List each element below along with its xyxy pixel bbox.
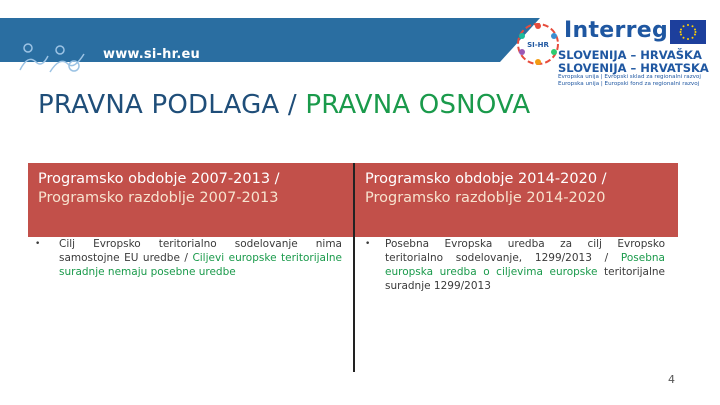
people-figures-icon [14, 40, 94, 78]
cell-text-slovenian: Posebna Evropska uredba za cilj Evropsko teritorialno sodelovanje, 1299/2013 / [385, 238, 665, 264]
banner-strip [0, 18, 500, 62]
header-banner [0, 0, 720, 92]
interreg-logo [508, 16, 716, 88]
interreg-brand: Interreg [564, 18, 669, 43]
cell-text-slovenian: Cilj Evropsko teritorialno sodelovanje nima samostojne EU uredbe / [59, 238, 342, 264]
header-period-2007-2013 [28, 163, 353, 237]
page-number: 4 [668, 373, 675, 386]
cell-text-tail: teritorijalne suradnje 1299/2013 [385, 266, 665, 292]
fund-croatian: Europska unija | Europski fond za regionalni razvoj [558, 81, 700, 87]
header-line-croatian: Programsko razdoblje 2007-2013 [38, 190, 279, 206]
header-line-slovenian: Programsko obdobje 2007-2013 / [38, 171, 280, 187]
header-line-croatian: Programsko razdoblje 2014-2020 [365, 190, 606, 206]
cell-2014-2020 [385, 237, 665, 293]
website-url[interactable]: www.si-hr.eu [103, 47, 200, 62]
fund-slovenian: Evropska unija | Evropski sklad za regionalni razvoj [558, 74, 701, 80]
countries-slovenian: SLOVENIJA – HRVAŠKA [558, 48, 702, 62]
si-hr-badge-text: SI-HR [527, 41, 549, 49]
cell-text-croatian: Ciljevi europske teritorijalne suradnje nemaju posebne uredbe [59, 252, 342, 278]
cell-text-croatian: Posebna europska uredba o ciljevima europske [385, 252, 665, 278]
title-croatian: PRAVNA OSNOVA [305, 90, 531, 120]
comparison-table [28, 163, 678, 372]
page-title [38, 90, 530, 120]
si-hr-circle-icon [514, 20, 562, 68]
cell-2007-2013 [59, 237, 342, 279]
bullet-icon: • [35, 239, 41, 249]
header-period-2014-2020 [355, 163, 678, 237]
eu-flag-icon [670, 20, 706, 44]
bullet-icon: • [365, 239, 371, 249]
countries-croatian: SLOVENIJA – HRVATSKA [558, 61, 709, 75]
column-divider [353, 163, 355, 372]
header-line-slovenian: Programsko obdobje 2014-2020 / [365, 171, 607, 187]
title-slovenian: PRAVNA PODLAGA / [38, 90, 306, 120]
